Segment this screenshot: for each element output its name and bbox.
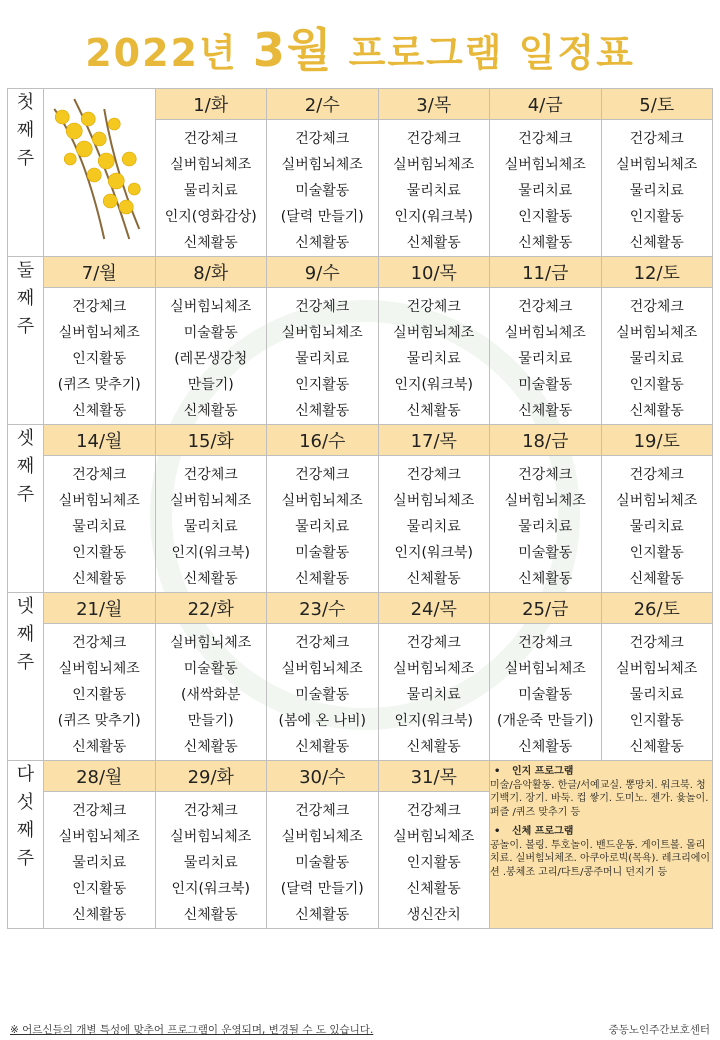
- day-date: 5/토: [601, 89, 713, 120]
- activity-item: 실버힘뇌체조: [58, 661, 140, 677]
- activity-item: 인지활동: [72, 687, 127, 703]
- activity-item: 건강체크: [295, 131, 350, 147]
- activity-item: 신체활동: [406, 739, 461, 755]
- day-activities: [44, 456, 156, 593]
- day-date: 30/수: [267, 761, 379, 792]
- footer-note: ※ 어르신들의 개별 특성에 맞추어 프로그램이 운영되며, 변경될 수 도 있습니다.: [10, 1024, 374, 1036]
- activity-item: 실버힘뇌체조: [504, 493, 586, 509]
- activity-item: 건강체크: [183, 467, 238, 483]
- activity-item: 신체활동: [406, 235, 461, 251]
- cognitive-program-list: 미술/음악활동. 한글/서예교실. 뽕망치. 워크북. 청기백기. 장기. 바둑. 컵 쌓기. 도미노. 젠가. 윷놀이. 퍼즐 /퀴즈 맞추기 등: [490, 779, 709, 818]
- activity-item: (퀴즈 맞추기): [57, 377, 141, 393]
- week-label-char: 주: [16, 148, 35, 169]
- week-label-char: 째: [16, 120, 35, 141]
- activity-item: 인지활동: [406, 855, 461, 871]
- forsythia-flower-icon: [44, 89, 155, 249]
- day-date: 1/화: [155, 89, 267, 120]
- week-activity-row: [8, 624, 713, 761]
- day-date: 9/수: [267, 257, 379, 288]
- day-date: 24/목: [378, 593, 490, 624]
- week-header-row: [8, 425, 713, 456]
- week-label-char: 첫: [16, 92, 35, 113]
- activity-item: 건강체크: [518, 131, 573, 147]
- activity-item: 미술활동: [518, 545, 573, 561]
- activity-item: 신체활동: [183, 739, 238, 755]
- day-activities: [378, 792, 490, 929]
- week-header-row: [8, 89, 713, 120]
- day-activities: [267, 288, 379, 425]
- activity-item: 실버힘뇌체조: [58, 829, 140, 845]
- activity-item: 신체활동: [629, 403, 684, 419]
- activity-item: 실버힘뇌체조: [504, 325, 586, 341]
- day-date: 22/화: [155, 593, 267, 624]
- activity-item: (새싹화분: [180, 687, 241, 703]
- activity-item: 실버힘뇌체조: [393, 829, 475, 845]
- activity-item: 건강체크: [406, 803, 461, 819]
- activity-item: 실버힘뇌체조: [616, 157, 698, 173]
- activity-item: 물리치료: [72, 855, 127, 871]
- activity-item: 신체활동: [295, 907, 350, 923]
- activity-item: 신체활동: [518, 403, 573, 419]
- activity-item: 건강체크: [295, 467, 350, 483]
- day-activities: [44, 288, 156, 425]
- activity-item: 실버힘뇌체조: [170, 299, 252, 315]
- activity-item: 물리치료: [183, 855, 238, 871]
- activity-item: 신체활동: [183, 235, 238, 251]
- week-label: [8, 761, 44, 929]
- physical-program-title: • 신체 프로그램: [490, 825, 712, 839]
- activity-item: 미술활동: [295, 183, 350, 199]
- day-date: 10/목: [378, 257, 490, 288]
- day-date: 15/화: [155, 425, 267, 456]
- day-date: 12/토: [601, 257, 713, 288]
- day-activities: [601, 456, 713, 593]
- activity-item: (개운죽 만들기): [496, 713, 594, 729]
- day-activities: [601, 288, 713, 425]
- activity-item: 물리치료: [629, 687, 684, 703]
- day-date: 17/목: [378, 425, 490, 456]
- activity-item: 신체활동: [295, 739, 350, 755]
- activity-item: 미술활동: [295, 855, 350, 871]
- activity-item: 인지(워크북): [171, 881, 251, 897]
- activity-item: 인지활동: [629, 209, 684, 225]
- week-label-char: 주: [16, 484, 35, 505]
- activity-item: 물리치료: [295, 519, 350, 535]
- day-activities: [601, 120, 713, 257]
- week-label-char: 섯: [16, 792, 35, 813]
- activity-item: (퀴즈 맞추기): [57, 713, 141, 729]
- day-activities: [267, 792, 379, 929]
- week-label: [8, 425, 44, 593]
- activity-item: 미술활동: [183, 325, 238, 341]
- page-title: [0, 14, 720, 80]
- day-activities: [155, 456, 267, 593]
- week-label-char: 다: [16, 764, 35, 785]
- week-header-row: [8, 257, 713, 288]
- activity-item: 인지활동: [72, 545, 127, 561]
- activity-item: 실버힘뇌체조: [281, 493, 363, 509]
- activity-item: 만들기): [187, 377, 234, 393]
- center-name: 중동노인주간보호센터: [608, 1024, 710, 1036]
- activity-item: 실버힘뇌체조: [170, 493, 252, 509]
- activity-item: 인지(영화감상): [164, 209, 257, 225]
- activity-item: 미술활동: [295, 687, 350, 703]
- activity-item: 실버힘뇌체조: [393, 325, 475, 341]
- activity-item: 신체활동: [629, 739, 684, 755]
- activity-item: 인지활동: [518, 209, 573, 225]
- week-label-char: 째: [16, 288, 35, 309]
- activity-item: 인지(워크북): [171, 545, 251, 561]
- activity-item: 실버힘뇌체조: [504, 661, 586, 677]
- day-activities: [155, 288, 267, 425]
- program-notes: [490, 761, 713, 929]
- day-date: 21/월: [44, 593, 156, 624]
- activity-item: 인지(워크북): [394, 713, 474, 729]
- activity-item: 물리치료: [629, 351, 684, 367]
- activity-item: 신체활동: [629, 235, 684, 251]
- activity-item: 물리치료: [518, 519, 573, 535]
- activity-item: 건강체크: [295, 299, 350, 315]
- day-date: 18/금: [490, 425, 602, 456]
- day-date: 7/월: [44, 257, 156, 288]
- activity-item: 실버힘뇌체조: [281, 661, 363, 677]
- activity-item: 신체활동: [72, 907, 127, 923]
- day-date: 2/수: [267, 89, 379, 120]
- day-date: 28/월: [44, 761, 156, 792]
- day-activities: [267, 456, 379, 593]
- activity-item: 건강체크: [183, 131, 238, 147]
- activity-item: 건강체크: [72, 635, 127, 651]
- day-date: 26/토: [601, 593, 713, 624]
- activity-item: 인지활동: [629, 377, 684, 393]
- activity-item: 인지활동: [295, 377, 350, 393]
- week-label-char: 셋: [16, 428, 35, 449]
- week-header-row: [8, 593, 713, 624]
- activity-item: 물리치료: [406, 687, 461, 703]
- day-activities: [267, 120, 379, 257]
- activity-item: 인지(워크북): [394, 377, 474, 393]
- week-label-char: 주: [16, 848, 35, 869]
- activity-item: 건강체크: [183, 803, 238, 819]
- activity-item: 물리치료: [406, 519, 461, 535]
- week-header-row: [8, 761, 713, 792]
- day-activities: [490, 288, 602, 425]
- activity-item: 실버힘뇌체조: [616, 661, 698, 677]
- day-activities: [267, 624, 379, 761]
- day-activities: [155, 120, 267, 257]
- activity-item: 건강체크: [629, 299, 684, 315]
- day-date: 3/목: [378, 89, 490, 120]
- activity-item: 실버힘뇌체조: [58, 493, 140, 509]
- week-label-char: 주: [16, 316, 35, 337]
- week-activity-row: [8, 456, 713, 593]
- activity-item: 신체활동: [72, 571, 127, 587]
- day-activities: [378, 624, 490, 761]
- activity-item: 신체활동: [295, 571, 350, 587]
- week-label-char: 넷: [16, 596, 35, 617]
- activity-item: (달력 만들기): [280, 881, 364, 897]
- activity-item: 건강체크: [629, 635, 684, 651]
- day-date: 16/수: [267, 425, 379, 456]
- day-activities: [601, 624, 713, 761]
- activity-item: 건강체크: [295, 803, 350, 819]
- activity-item: 인지활동: [629, 713, 684, 729]
- activity-item: 실버힘뇌체조: [58, 325, 140, 341]
- week-label: [8, 257, 44, 425]
- week-label-char: 주: [16, 652, 35, 673]
- activity-item: 물리치료: [183, 519, 238, 535]
- activity-item: 만들기): [187, 713, 234, 729]
- week-label: [8, 89, 44, 257]
- activity-item: 건강체크: [406, 131, 461, 147]
- day-date: 4/금: [490, 89, 602, 120]
- forsythia-image: [44, 89, 156, 257]
- day-activities: [378, 456, 490, 593]
- activity-item: 건강체크: [295, 635, 350, 651]
- week-label-char: 둘: [16, 260, 35, 281]
- activity-item: 신체활동: [72, 403, 127, 419]
- activity-item: 인지(워크북): [394, 545, 474, 561]
- activity-item: 건강체크: [629, 467, 684, 483]
- title-rest: 프로그램 일정표: [348, 31, 635, 75]
- activity-item: 물리치료: [72, 519, 127, 535]
- activity-item: 실버힘뇌체조: [281, 829, 363, 845]
- activity-item: 물리치료: [183, 183, 238, 199]
- activity-item: 실버힘뇌체조: [170, 157, 252, 173]
- day-activities: [155, 624, 267, 761]
- day-activities: [155, 792, 267, 929]
- day-date: 23/수: [267, 593, 379, 624]
- activity-item: 실버힘뇌체조: [616, 493, 698, 509]
- activity-item: 신체활동: [183, 907, 238, 923]
- activity-item: 신체활동: [406, 403, 461, 419]
- activity-item: 신체활동: [72, 739, 127, 755]
- activity-item: (레몬생강청: [174, 351, 248, 367]
- activity-item: 건강체크: [518, 635, 573, 651]
- activity-item: 물리치료: [406, 351, 461, 367]
- activity-item: 물리치료: [518, 351, 573, 367]
- activity-item: 건강체크: [406, 635, 461, 651]
- activity-item: 물리치료: [518, 183, 573, 199]
- activity-item: 실버힘뇌체조: [393, 661, 475, 677]
- week-activity-row: [8, 288, 713, 425]
- activity-item: 실버힘뇌체조: [393, 493, 475, 509]
- activity-item: 건강체크: [72, 803, 127, 819]
- title-year: 2022년: [85, 31, 238, 75]
- cognitive-program-title: • 인지 프로그램: [490, 765, 712, 779]
- activity-item: 신체활동: [183, 403, 238, 419]
- activity-item: 실버힘뇌체조: [281, 325, 363, 341]
- activity-item: 신체활동: [406, 571, 461, 587]
- activity-item: 건강체크: [518, 299, 573, 315]
- day-activities: [378, 288, 490, 425]
- activity-item: 신체활동: [406, 881, 461, 897]
- week-label-char: 째: [16, 820, 35, 841]
- activity-item: 건강체크: [406, 467, 461, 483]
- activity-item: 실버힘뇌체조: [170, 635, 252, 651]
- physical-program-list: 공놀이. 볼링. 투호놀이. 밴드운동. 게이트볼. 몰리치료. 실버힘뇌체조. 아쿠아로빅(목욕). 레크리에이션 .봉체조 고리/다트/콩주머니 던지기 등: [490, 839, 711, 878]
- activity-item: 인지활동: [72, 351, 127, 367]
- activity-item: 미술활동: [518, 687, 573, 703]
- activity-item: 실버힘뇌체조: [170, 829, 252, 845]
- activity-item: 물리치료: [295, 351, 350, 367]
- activity-item: 미술활동: [518, 377, 573, 393]
- activity-item: 건강체크: [72, 467, 127, 483]
- activity-item: 인지(워크북): [394, 209, 474, 225]
- activity-item: 건강체크: [518, 467, 573, 483]
- day-date: 11/금: [490, 257, 602, 288]
- activity-item: (달력 만들기): [280, 209, 364, 225]
- day-activities: [490, 120, 602, 257]
- activity-item: 인지활동: [629, 545, 684, 561]
- week-label-char: 째: [16, 624, 35, 645]
- activity-item: 물리치료: [629, 519, 684, 535]
- activity-item: 건강체크: [629, 131, 684, 147]
- activity-item: 미술활동: [295, 545, 350, 561]
- day-activities: [490, 456, 602, 593]
- activity-item: 신체활동: [295, 235, 350, 251]
- activity-item: 물리치료: [406, 183, 461, 199]
- activity-item: 실버힘뇌체조: [393, 157, 475, 173]
- activity-item: 인지활동: [72, 881, 127, 897]
- day-date: 29/화: [155, 761, 267, 792]
- activity-item: 건강체크: [406, 299, 461, 315]
- activity-item: (봄에 온 나비): [278, 713, 366, 729]
- day-activities: [490, 624, 602, 761]
- activity-item: 물리치료: [629, 183, 684, 199]
- day-activities: [378, 120, 490, 257]
- day-date: 31/목: [378, 761, 490, 792]
- week-label-char: 째: [16, 456, 35, 477]
- activity-item: 신체활동: [183, 571, 238, 587]
- activity-item: 실버힘뇌체조: [281, 157, 363, 173]
- activity-item: 생신잔치: [406, 907, 461, 923]
- day-date: 25/금: [490, 593, 602, 624]
- activity-item: 건강체크: [72, 299, 127, 315]
- schedule-table: [7, 88, 713, 929]
- activity-item: 실버힘뇌체조: [504, 157, 586, 173]
- activity-item: 신체활동: [629, 571, 684, 587]
- activity-item: 신체활동: [295, 403, 350, 419]
- activity-item: 신체활동: [518, 235, 573, 251]
- day-activities: [44, 624, 156, 761]
- day-date: 19/토: [601, 425, 713, 456]
- day-date: 8/화: [155, 257, 267, 288]
- activity-item: 신체활동: [518, 739, 573, 755]
- day-date: 14/월: [44, 425, 156, 456]
- title-month: 3월: [252, 23, 334, 77]
- activity-item: 신체활동: [518, 571, 573, 587]
- activity-item: 실버힘뇌체조: [616, 325, 698, 341]
- day-activities: [44, 792, 156, 929]
- activity-item: 미술활동: [183, 661, 238, 677]
- week-label: [8, 593, 44, 761]
